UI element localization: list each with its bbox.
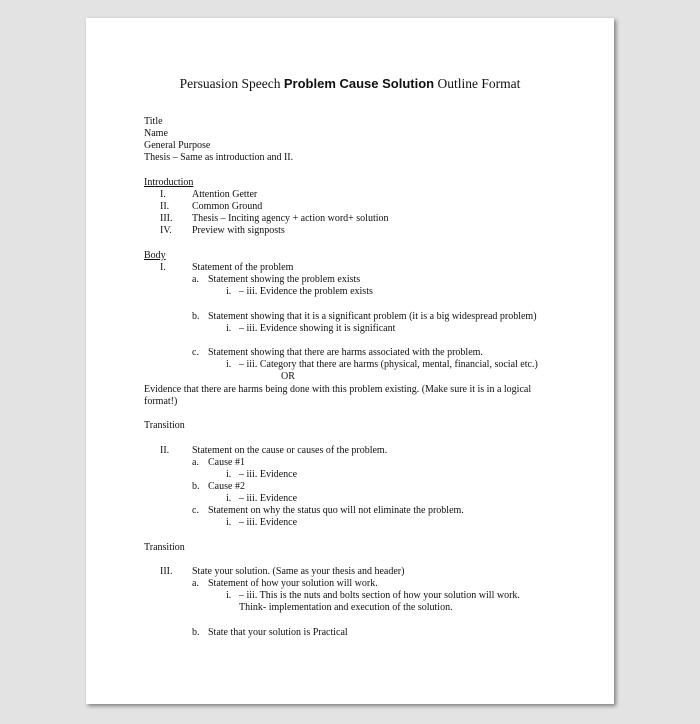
introduction-heading: Introduction [144,177,194,188]
sub-text: Cause #1 [208,457,245,468]
subsub-text: – iii. Evidence [239,469,298,480]
subsub-text: – iii. This is the nuts and bolts section of how your solution will work. [239,590,520,601]
sub-text: State that your solution is Practical [208,627,348,638]
subsub-text: – iii. Evidence the problem exists [239,286,373,297]
evidence-line: Evidence that there are harms being done with this problem existing. (Make sure it is in a logical [144,384,532,395]
sub-label: b. [192,311,200,322]
intro-item-num: III. [160,213,173,224]
intro-item-text: Common Ground [192,201,263,212]
title-bold: Problem Cause Solution [283,76,435,91]
subsub-text: – iii. Evidence [239,517,298,528]
title-suffix: Outline Format [434,76,521,91]
sub-label: c. [192,505,199,516]
sub-label: a. [192,274,199,285]
body-section1-num: I. [160,262,166,273]
subsub-label: i. [226,359,232,370]
subsub-label: i. [226,493,232,504]
body-section2-text: Statement on the cause or causes of the problem. [192,445,388,456]
body-heading: Body [144,250,166,261]
subsub-label: i. [226,517,232,528]
transition-label: Transition [144,420,185,431]
sub-label: b. [192,627,200,638]
sub-text: Statement showing the problem exists [208,274,361,285]
document-title [86,76,614,92]
subsub-text: – iii. Evidence showing it is significant [239,323,396,334]
subsub-label: i. [226,590,232,601]
title-prefix: Persuasion Speech [179,76,284,91]
intro-item-text: Thesis – Inciting agency + action word+ solution [192,213,389,224]
intro-item-text: Attention Getter [192,189,258,200]
subsub-label: i. [226,469,232,480]
or-text: OR [281,371,295,382]
sub-label: c. [192,347,199,358]
intro-item-num: I. [160,189,166,200]
sub-text: Statement of how your solution will work. [208,578,378,589]
intro-item-text: Preview with signposts [192,225,285,236]
document-page [86,18,614,704]
subsub-continuation: Think- implementation and execution of the solution. [239,602,453,613]
body-section2-num: II. [160,445,170,456]
sub-label: a. [192,578,199,589]
sub-text: Statement showing that there are harms associated with the problem. [208,347,483,358]
sub-text: Statement on why the status quo will not eliminate the problem. [208,505,464,516]
body-section3-text: State your solution. (Same as your thesis and header) [192,566,405,577]
subsub-text: – iii. Category that there are harms (physical, mental, financial, social etc.) [239,359,538,370]
intro-item-num: II. [160,201,170,212]
subsub-text: – iii. Evidence [239,493,298,504]
sub-label: b. [192,481,200,492]
header-thesis-line: Thesis – Same as introduction and II. [144,152,294,163]
body-section3-num: III. [160,566,173,577]
header-purpose-line: General Purpose [144,140,211,151]
subsub-label: i. [226,323,232,334]
evidence-line: format!) [144,396,178,407]
header-name-line: Name [144,128,168,139]
header-title-line: Title [144,116,163,127]
transition-label: Transition [144,542,185,553]
sub-text: Cause #2 [208,481,245,492]
sub-label: a. [192,457,199,468]
subsub-label: i. [226,286,232,297]
sub-text: Statement showing that it is a significant problem (it is a big widespread problem) [208,311,537,322]
intro-item-num: IV. [160,225,172,236]
body-section1-text: Statement of the problem [192,262,294,273]
